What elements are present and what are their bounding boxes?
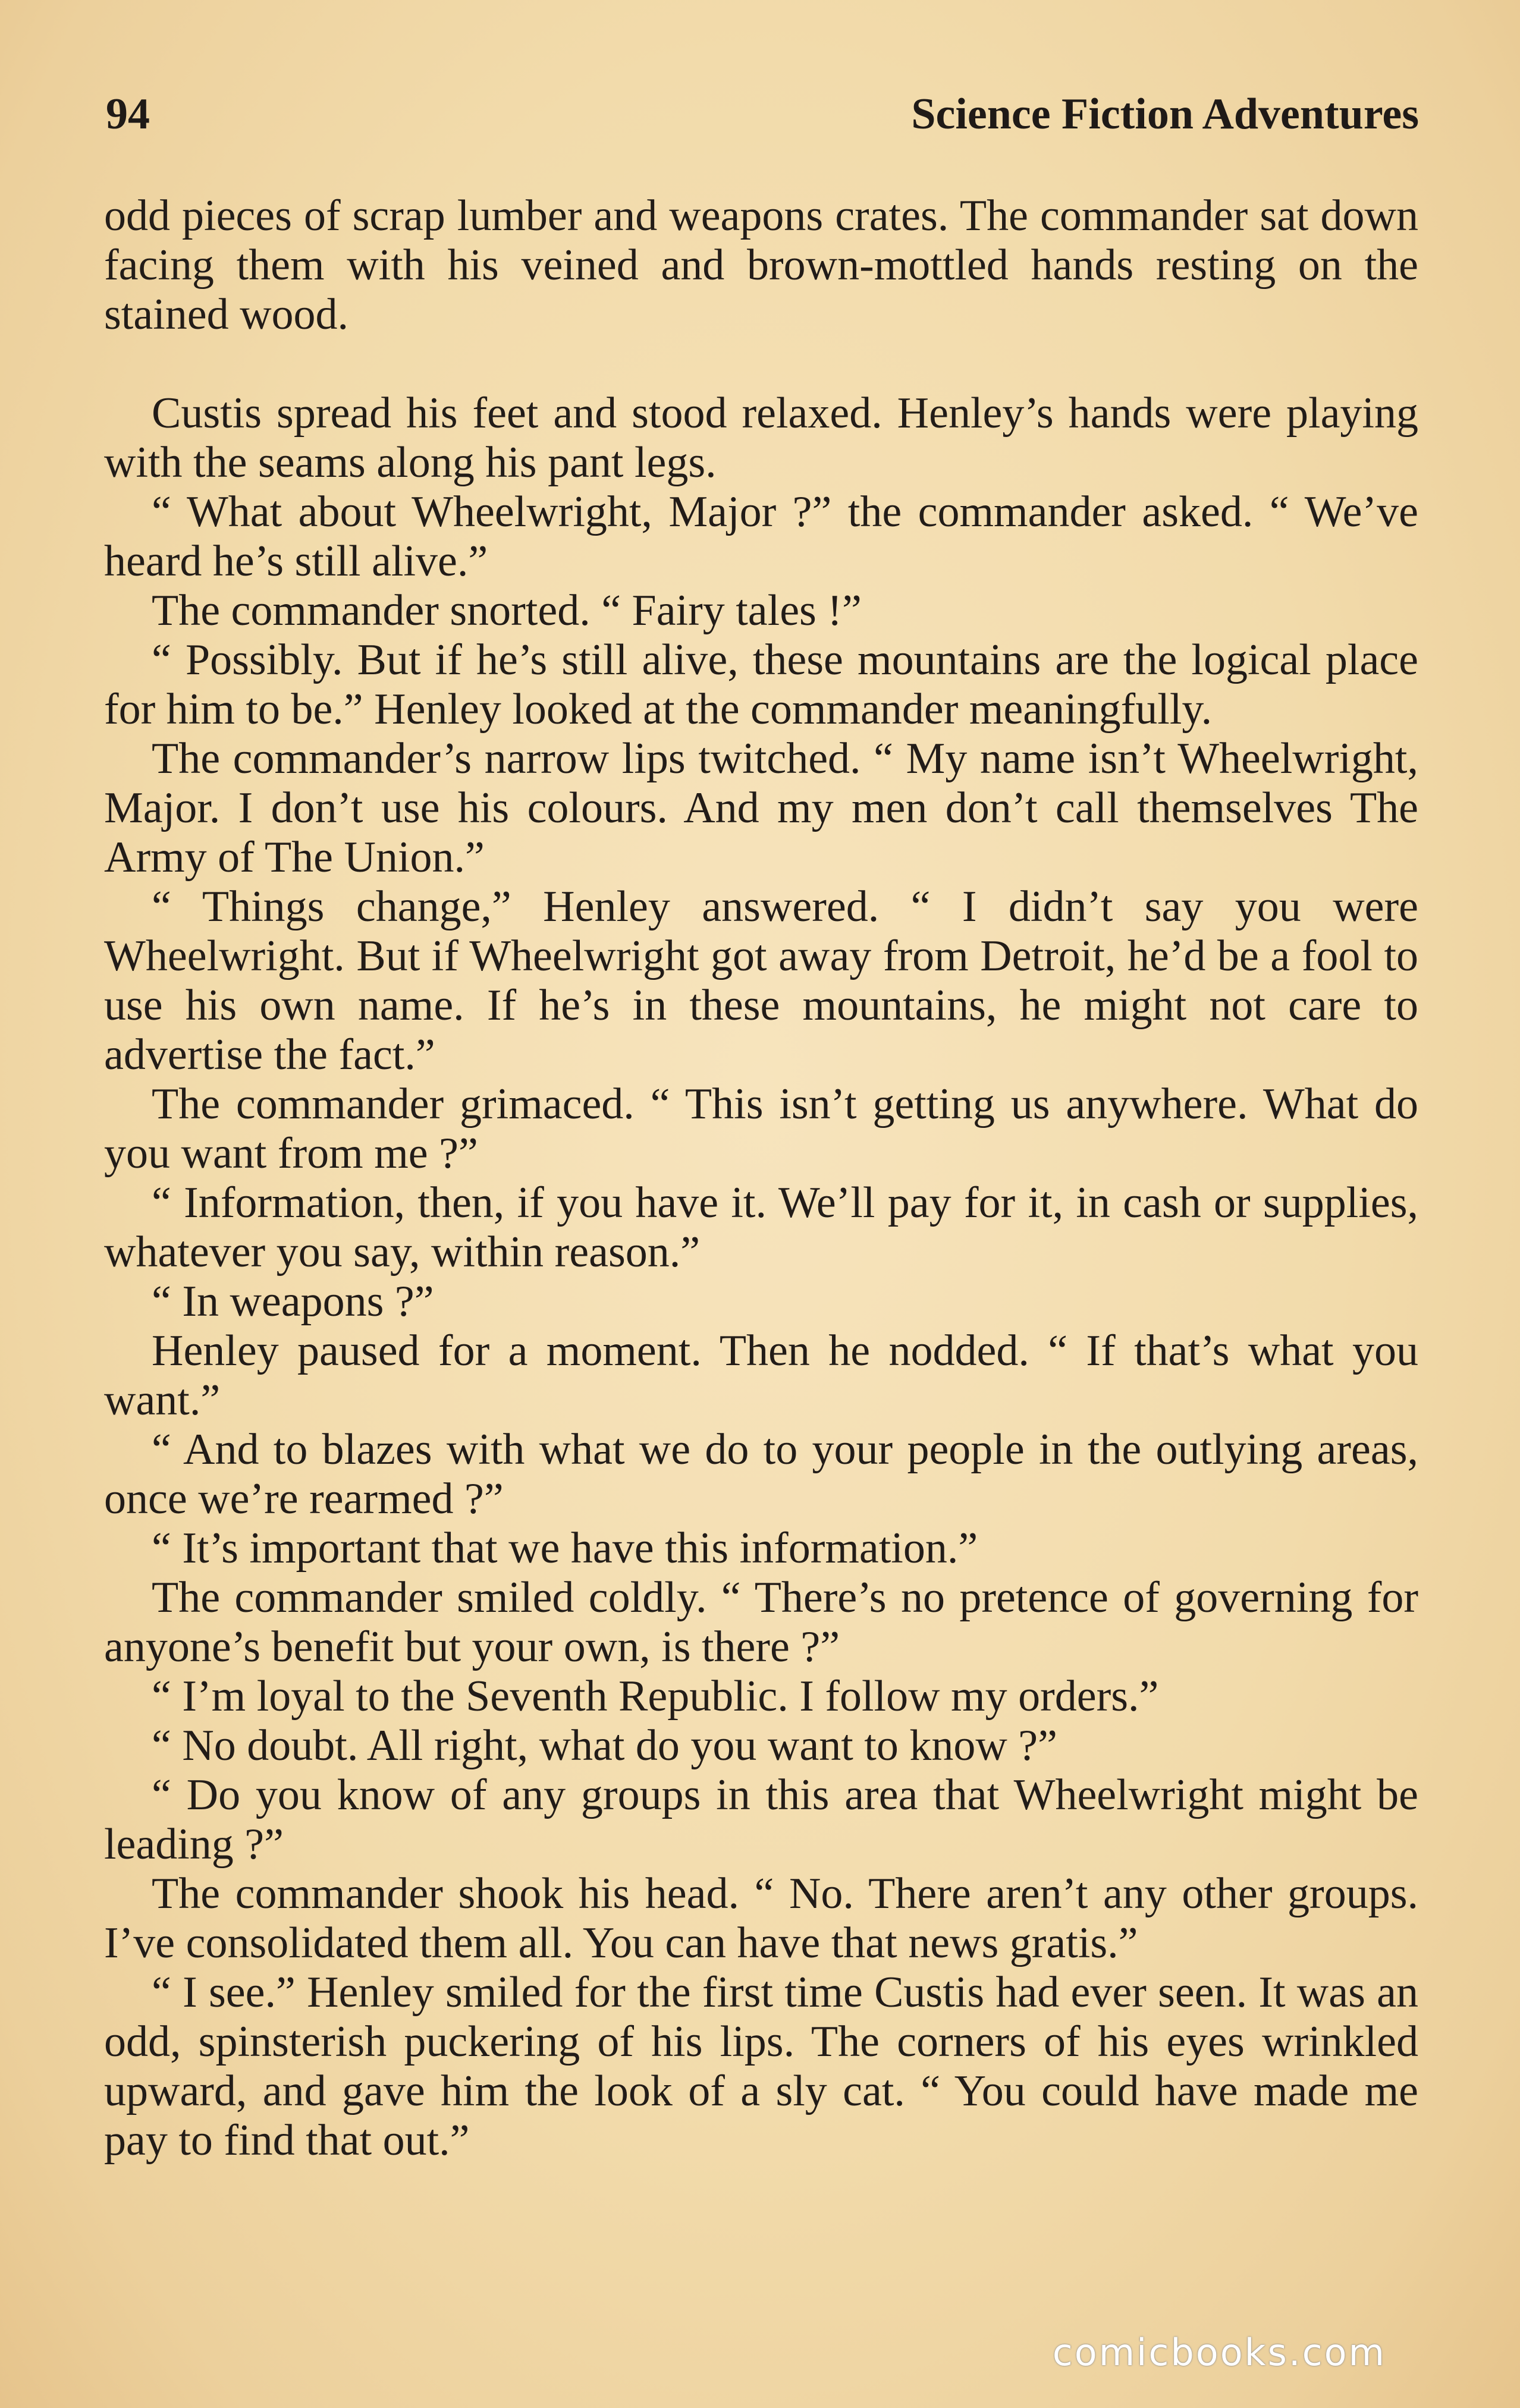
paragraph: The commander smiled coldly. “ There’s no pretence of governing for anyone’s benefit but your own, is there ?”: [104, 1573, 1418, 1671]
paragraph: “ No doubt. All right, what do you want to know ?”: [152, 1721, 1057, 1770]
paragraph: “ I’m loyal to the Seventh Republic. I follow my orders.”: [152, 1672, 1159, 1721]
paragraph: “ Possibly. But if he’s still alive, these mountains are the logical place for him to be.” Henley looked at the commander meaningfully.: [104, 636, 1418, 734]
paragraph: “ Do you know of any groups in this area that Wheelwright might be leading ?”: [104, 1771, 1418, 1869]
paragraph: “ It’s important that we have this information.”: [152, 1524, 978, 1573]
story-text: [104, 191, 1418, 2165]
paragraph: “ Things change,” Henley answered. “ I didn’t say you were Wheelwright. But if Wheelwright got away from Detroit, he’d be a fool to use his own name. If he’s in these mountains, he might not care to advertise the fact.”: [104, 882, 1418, 1079]
paragraph: “ What about Wheelwright, Major ?” the commander asked. “ We’ve heard he’s still alive.”: [104, 488, 1418, 586]
page-number: 94: [106, 90, 150, 139]
paragraph: The commander snorted. “ Fairy tales !”: [152, 586, 862, 635]
watermark: comicbooks.com: [1052, 2331, 1386, 2374]
paragraph: “ I see.” Henley smiled for the first time Custis had ever seen. It was an odd, spinsterish puckering of his lips. The corners of his eyes wrinkled upward, and gave him the look of a sly cat. “ You could have made me pay to find that out.”: [104, 1968, 1418, 2165]
paragraph: Custis spread his feet and stood relaxed. Henley’s hands were playing with the seams along his pant legs.: [104, 389, 1418, 487]
running-title: Science Fiction Adventures: [911, 90, 1419, 139]
page-header: [106, 89, 1419, 155]
paragraph: “ Information, then, if you have it. We’ll pay for it, in cash or supplies, whatever you say, within reason.”: [104, 1178, 1418, 1277]
paragraph: The commander’s narrow lips twitched. “ My name isn’t Wheelwright, Major. I don’t use his colours. And my men don’t call themselves The Army of The Union.”: [104, 734, 1418, 882]
paragraph: odd pieces of scrap lumber and weapons crates. The commander sat down facing them with his veined and brown-mottled hands resting on the stained wood.: [104, 191, 1418, 339]
paragraph: The commander shook his head. “ No. There aren’t any other groups. I’ve consolidated them all. You can have that news gratis.”: [104, 1869, 1418, 1967]
paragraph: “ In weapons ?”: [152, 1277, 434, 1326]
paragraph: Henley paused for a moment. Then he nodded. “ If that’s what you want.”: [104, 1326, 1418, 1425]
paragraph: “ And to blazes with what we do to your people in the outlying areas, once we’re rearmed ?”: [104, 1425, 1418, 1523]
paragraph: The commander grimaced. “ This isn’t getting us anywhere. What do you want from me ?”: [104, 1080, 1418, 1178]
